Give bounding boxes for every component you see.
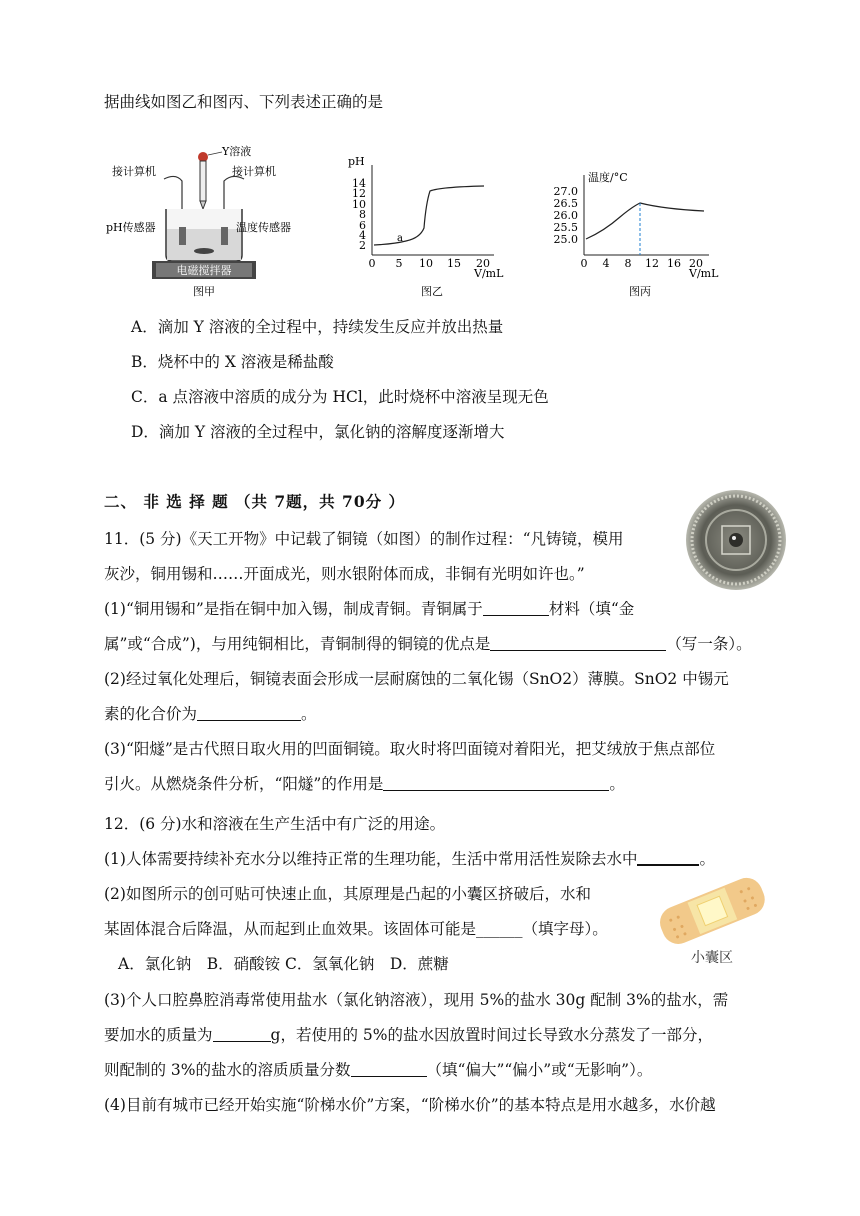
bandage-label: 小囊区 — [691, 950, 733, 966]
q10-option-b: B．烧杯中的 X 溶液是稀盐酸 — [131, 353, 334, 371]
q12-text: (1)人体需要持续补充水分以维持正常的生理功能，生活中常用活性炭除去水中 — [104, 850, 638, 868]
q11-text: (1)“铜用锡和”是指在铜中加入锡，制成青铜。青铜属于 — [104, 600, 483, 618]
q12-blank-water-mass[interactable] — [213, 1026, 271, 1043]
q11-text: 。 — [301, 705, 317, 723]
computer-left-label: 接计算机 — [112, 165, 156, 178]
q11-line-8 — [104, 772, 625, 794]
bing-ylabel: 温度/°C — [588, 171, 628, 184]
bing-ytick: 25.0 — [553, 233, 578, 246]
bing-xtick: 12 — [645, 257, 659, 270]
yi-ylabel: pH — [348, 155, 365, 168]
yi-xtick: 5 — [395, 257, 403, 270]
q11-line-7: (3)“阳燧”是古代照日取火用的凹面铜镜。取火时将凹面镜对着阳光，把艾绒放于焦点部位 — [104, 740, 716, 758]
yi-xtick: 20 — [476, 257, 490, 270]
q11-line-6 — [104, 702, 317, 724]
q11-text: 素的化合价为 — [104, 705, 198, 723]
bronze-mirror-image — [684, 488, 788, 592]
bing-xtick: 20 — [689, 257, 703, 270]
q12-text: （填“偏大”“偏小”或“无影响”）。 — [426, 1061, 653, 1079]
q11-blank-valence[interactable] — [197, 705, 301, 722]
q12-text: 要加水的质量为 — [104, 1026, 213, 1044]
q12-text: g，若使用的 5%的盐水因放置时间过长导致水分蒸发了一部分， — [270, 1026, 713, 1044]
q10-option-a: A．滴加 Y 溶液的全过程中，持续发生反应并放出热量 — [131, 318, 504, 336]
q12-line-3: (2)如图所示的创可贴可快速止血，其原理是凸起的小囊区挤破后，水和 — [104, 885, 591, 903]
q11-text: 引火。从燃烧条件分析，“阳燧”的作用是 — [104, 775, 384, 793]
q12-line-6: (3)个人口腔鼻腔消毒常使用盐水（氯化钠溶液），现用 5%的盐水 30g 配制 3%的盐水，需 — [104, 991, 729, 1009]
q11-line-1: 11．(5 分)《天工开物》中记载了铜镜（如图）的制作过程：“凡铸镜，模用 — [104, 530, 624, 548]
q12-line-7 — [104, 1023, 713, 1045]
ph-sensor-label: pH传感器 — [106, 221, 156, 234]
q11-blank-advantage[interactable] — [490, 635, 666, 652]
computer-right-label: 接计算机 — [232, 165, 276, 178]
q12-line-8 — [104, 1058, 652, 1080]
stirrer-label: 电磁搅拌器 — [176, 264, 232, 277]
figure-yi — [344, 143, 514, 301]
q10-intro: 据曲线如图乙和图丙、下列表述正确的是 — [104, 93, 384, 111]
q11-blank-material[interactable] — [483, 600, 549, 617]
bing-ytick: 25.5 — [553, 221, 578, 234]
q11-text: （写一条）。 — [666, 635, 752, 653]
q12-options: A．氯化钠 B．硝酸铵 C．氢氧化钠 D．蔗糖 — [118, 955, 449, 973]
section-2-title: 二、 非 选 择 题 （共 7题，共 70分 ） — [104, 492, 406, 511]
yi-ytick: 10 — [352, 198, 366, 211]
bing-xtick: 0 — [580, 257, 588, 270]
figure-bing — [544, 143, 734, 301]
q12-text: 则配制的 3%的盐水的溶质质量分数 — [104, 1061, 351, 1079]
bing-ytick: 27.0 — [553, 185, 578, 198]
temp-curve — [586, 203, 704, 239]
temp-sensor-label: 温度传感器 — [236, 221, 291, 234]
q12-blank-concentration[interactable] — [351, 1061, 427, 1078]
yi-ytick: 6 — [359, 219, 366, 232]
caption-yi: 图乙 — [421, 285, 443, 298]
yi-ytick: 2 — [359, 239, 366, 252]
bing-ytick: 26.0 — [553, 209, 578, 222]
yi-ytick: 8 — [359, 208, 366, 221]
yi-ytick: 14 — [352, 177, 366, 190]
q12-line-1: 12．(6 分)水和溶液在生产生活中有广泛的用途。 — [104, 815, 446, 833]
q11-line-2: 灰沙，铜用锡和……开面成光，则水银附体而成，非铜有光明如许也。” — [104, 565, 585, 583]
yi-ytick: 12 — [352, 187, 366, 200]
q10-option-d: D．滴加 Y 溶液的全过程中，氯化钠的溶解度逐渐增大 — [131, 423, 505, 441]
q12-line-4: 某固体混合后降温，从而起到止血效果。该固体可能是______（填字母）。 — [104, 920, 608, 938]
q11-line-4 — [104, 632, 752, 654]
bandage-image — [652, 872, 772, 968]
point-a-label: a — [397, 233, 403, 244]
yi-xtick: 10 — [419, 257, 433, 270]
y-solution-label: Y溶液 — [222, 145, 252, 158]
q11-line-5: (2)经过氧化处理后，铜镜表面会形成一层耐腐蚀的二氧化锡（SnO2）薄膜。SnO2 中锡元 — [104, 670, 729, 688]
q12-line-9: (4)目前有城市已经开始实施“阶梯水价”方案，“阶梯水价”的基本特点是用水越多，水价越 — [104, 1096, 716, 1114]
caption-jia: 图甲 — [193, 285, 215, 298]
q12-text: 。 — [699, 850, 715, 868]
q11-blank-function[interactable] — [383, 775, 609, 792]
bing-xtick: 8 — [624, 257, 632, 270]
q11-text: 。 — [609, 775, 625, 793]
q10-option-c: C．a 点溶液中溶质的成分为 HCl，此时烧杯中溶液呈现无色 — [131, 388, 549, 406]
q11-line-3 — [104, 597, 634, 619]
q11-text: 属”或“合成”)，与用纯铜相比，青铜制得的铜镜的优点是 — [104, 635, 491, 653]
q11-text: 材料（填“金 — [548, 600, 635, 618]
q12-line-2 — [104, 847, 715, 869]
yi-xtick: 15 — [447, 257, 461, 270]
q12-blank-carbon[interactable] — [637, 849, 699, 867]
bing-ytick: 26.5 — [553, 197, 578, 210]
ph-curve — [374, 186, 484, 245]
yi-xunit: V/mL — [474, 267, 504, 280]
yi-xtick: 0 — [368, 257, 376, 270]
bing-xtick: 4 — [602, 257, 610, 270]
figure-jia — [104, 143, 334, 301]
yi-ytick: 4 — [359, 229, 366, 242]
caption-bing: 图丙 — [629, 285, 651, 298]
bing-xtick: 16 — [667, 257, 681, 270]
bing-xunit: V/mL — [689, 267, 719, 280]
